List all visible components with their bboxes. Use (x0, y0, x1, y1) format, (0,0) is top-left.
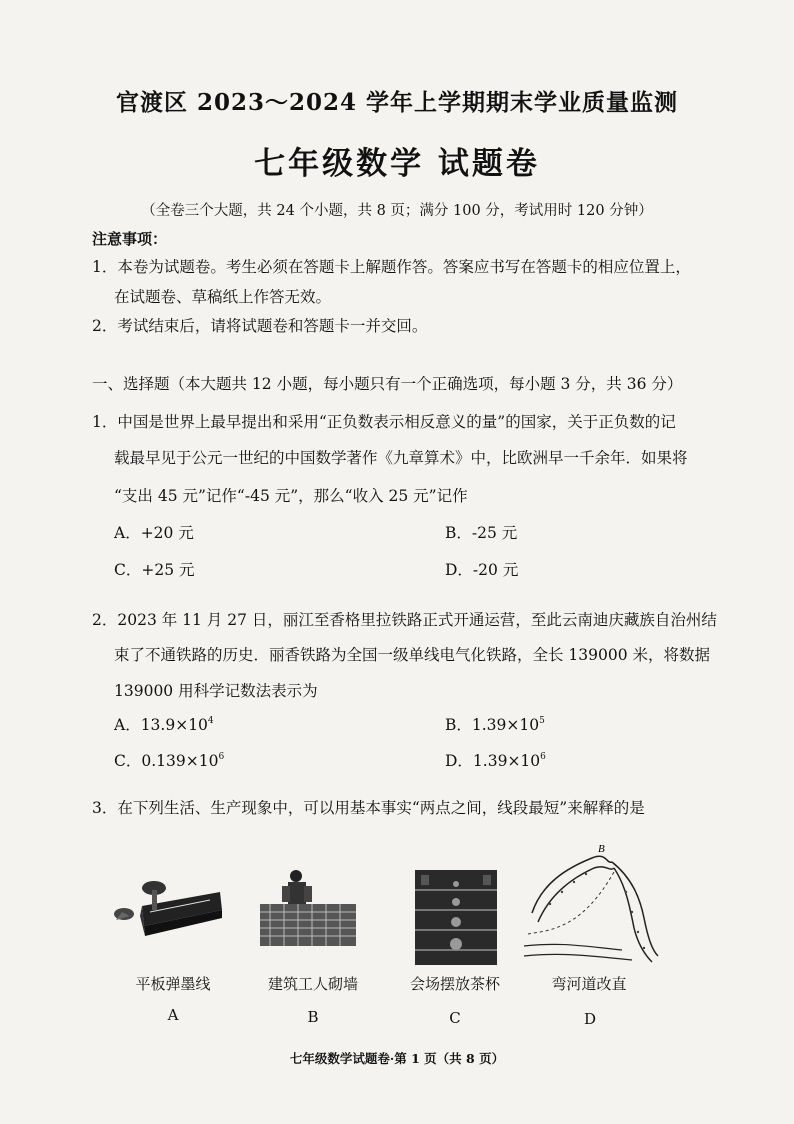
question-3-line-1: 3．在下列生活、生产现象中，可以用基本事实“两点之间，线段最短”来解释的是 (92, 799, 645, 817)
section-1-heading: 一、选择题（本大题共 12 小题，每小题只有一个正确选项，每小题 3 分，共 36 分） (92, 375, 683, 393)
notice-heading: 注意事项： (92, 230, 168, 248)
question-1-option-a: A．+20 元 (114, 524, 194, 542)
question-1-line-2: 载最早见于公元一世纪的中国数学著作《九章算术》中，比欧洲早一千余年．如果将 (114, 449, 688, 467)
river-point-label: B (598, 843, 605, 855)
question-2-option-c: C．$0.139\times 10^6$ (114, 752, 225, 770)
question-1-line-1: 1．中国是世界上最早提出和采用“正负数表示相反意义的量”的国家，关于正负数的记 (92, 413, 676, 431)
question-2-option-b: B．$1.39\times 10^5$ (445, 716, 545, 734)
page-footer: 七年级数学试题卷·第 1 页（共 8 页） (289, 1051, 505, 1066)
figure-c-caption: 会场摆放茶杯 (409, 975, 500, 993)
question-2-line-1: 2．2023 年 11 月 27 日，丽江至香格里拉铁路正式开通运营，至此云南迪庆藏族自治州结 (92, 611, 717, 629)
figure-d-letter: D (583, 1010, 597, 1028)
figure-meeting-tea-cups (415, 870, 497, 965)
question-2-option-d: D．$1.39\times 10^6$ (445, 752, 546, 770)
question-2-line-2: 束了不通铁路的历史．丽香铁路为全国一级单线电气化铁路，全长 139000 米，将数据 (114, 646, 711, 664)
notice-item-1-cont: 在试题卷、草稿纸上作答无效。 (114, 288, 332, 306)
notice-item-2: 2．考试结束后，请将试题卷和答题卡一并交回。 (92, 317, 428, 335)
figure-river-straightening (522, 838, 662, 966)
exam-info: （全卷三个大题，共 24 个小题，共 8 页；满分 100 分，考试用时 120 分钟） (141, 203, 653, 219)
question-1-line-3: “支出 45 元”记作“-45 元”，那么“收入 25 元”记作 (114, 487, 468, 505)
figure-a-caption: 平板弹墨线 (135, 975, 211, 993)
question-1-option-b: B．-25 元 (445, 524, 518, 542)
figure-b-letter: B (307, 1008, 319, 1026)
figure-worker-building-wall (258, 868, 358, 948)
figure-chalk-line-board (112, 876, 224, 944)
question-2-option-a: A．$13.9\times 10^4$ (114, 716, 214, 734)
question-1-option-c: C．+25 元 (114, 561, 195, 579)
question-1-option-d: D．-20 元 (445, 561, 519, 579)
notice-item-1: 1．本卷为试题卷。考生必须在答题卡上解题作答。答案应书写在答题卡的相应位置上， (92, 258, 691, 276)
figure-a-letter: A (167, 1006, 179, 1024)
figure-b-caption: 建筑工人砌墙 (267, 975, 358, 993)
exam-title: 官渡区 2023～2024 学年上学期期末学业质量监测 (115, 89, 679, 116)
exam-subject-title: 七年级数学 试题卷 (254, 146, 540, 182)
question-2-line-3: 139000 用科学记数法表示为 (114, 682, 318, 700)
figure-d-caption: 弯河道改直 (551, 975, 627, 993)
figure-c-letter: C (449, 1009, 461, 1027)
